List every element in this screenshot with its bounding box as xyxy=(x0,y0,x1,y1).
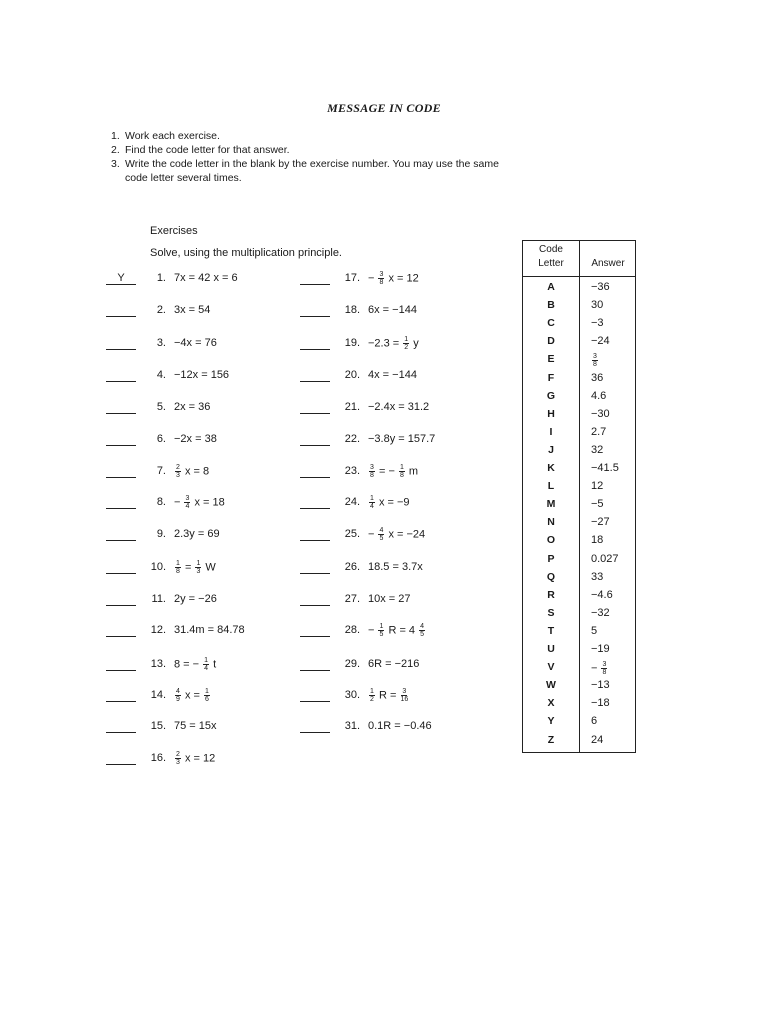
fraction-denominator: 5 xyxy=(379,630,384,638)
answer-blank[interactable] xyxy=(106,624,136,637)
exercise-row xyxy=(106,399,210,415)
code-letter: A xyxy=(547,281,555,293)
code-row xyxy=(523,571,635,589)
exercise-row xyxy=(300,399,429,415)
table-divider xyxy=(523,276,635,277)
exercise-row xyxy=(106,367,229,383)
exercise-number: 24. xyxy=(344,496,360,508)
exercise-number: 23. xyxy=(344,465,360,477)
exercise-row xyxy=(106,750,215,766)
exercise-row xyxy=(300,270,419,286)
answer-blank[interactable] xyxy=(300,561,330,574)
exercise-number: 15. xyxy=(150,720,166,732)
fraction-denominator: 16 xyxy=(400,695,409,703)
code-letter-header xyxy=(523,243,579,271)
fraction-numerator: 1 xyxy=(379,622,384,630)
code-row xyxy=(523,697,635,715)
exercise-equation: $\frac{2}{3}$ x = 8 xyxy=(176,463,210,479)
answer-blank[interactable] xyxy=(106,496,136,509)
exercise-equation: 6x = −144 xyxy=(368,304,417,316)
answer-blank[interactable] xyxy=(300,689,330,702)
exercise-row xyxy=(300,335,419,351)
exercise-equation: $\frac{1}{2}$ R = $\frac{3}{16}$ xyxy=(370,687,409,703)
code-answer: −5 xyxy=(591,498,604,511)
exercise-equation: 7x = 42 x = 6 xyxy=(174,272,238,284)
fraction-numerator: 1 xyxy=(370,687,374,695)
fraction xyxy=(195,560,201,575)
code-letter: N xyxy=(547,516,555,529)
code-letter: T xyxy=(547,624,555,637)
code-letter: L xyxy=(547,480,555,493)
code-answer: 12 xyxy=(591,480,604,493)
exercise-equation: $\frac{4}{9}$ x = $\frac{1}{6}$ xyxy=(176,687,209,703)
instruction-text: code letter several times. xyxy=(125,172,242,184)
fraction-denominator: 8 xyxy=(593,361,597,369)
exercise-row xyxy=(106,656,216,672)
answer-blank[interactable] xyxy=(106,401,136,414)
code-answer: −36 xyxy=(591,281,610,293)
exercise-number: 17. xyxy=(344,272,360,284)
exercise-equation: 10x = 27 xyxy=(368,593,411,605)
fraction-denominator: 2 xyxy=(370,695,374,703)
instruction-number: 3. xyxy=(111,158,120,170)
code-answer: 2.7 xyxy=(591,425,607,438)
answer-blank[interactable] xyxy=(106,658,136,671)
exercise-equation: −2.3 = $\frac{1}{2}$ y xyxy=(368,335,419,351)
fraction xyxy=(203,657,209,672)
exercise-row xyxy=(300,526,425,542)
exercise-equation: $\frac{3}{8}$ = − $\frac{1}{8}$ m xyxy=(370,463,419,479)
code-row xyxy=(523,462,635,480)
instruction-text: Find the code letter for that answer. xyxy=(125,144,290,156)
exercise-equation: −2x = 38 xyxy=(174,433,217,445)
instruction-number xyxy=(111,171,125,185)
code-answer: − $\frac{3}{8}$ xyxy=(591,661,607,677)
fraction-numerator: 3 xyxy=(379,270,384,278)
instruction-item xyxy=(111,129,551,143)
answer-blank[interactable] xyxy=(300,720,330,733)
exercise-row xyxy=(106,718,217,734)
exercise-row xyxy=(106,622,245,638)
fraction-denominator: 5 xyxy=(379,534,384,542)
answer-blank[interactable] xyxy=(300,272,330,285)
instruction-text: Work each exercise. xyxy=(125,130,220,142)
exercises-subheading: Solve, using the multiplication principle. xyxy=(150,247,342,259)
exercise-row xyxy=(300,463,418,479)
fraction-denominator: 5 xyxy=(420,630,425,638)
fraction xyxy=(378,623,384,638)
instruction-text: Write the code letter in the blank by the exercise number. You may use the same xyxy=(125,158,499,170)
exercise-number: 27. xyxy=(344,593,360,605)
exercise-number: 16. xyxy=(150,752,166,764)
exercise-equation: −4x = 76 xyxy=(174,337,217,349)
fraction xyxy=(175,751,181,766)
code-answer: 24 xyxy=(591,733,604,746)
exercise-row xyxy=(106,463,209,479)
exercise-equation: −12x = 156 xyxy=(174,369,230,381)
code-answer: −27 xyxy=(591,516,610,529)
code-letter: K xyxy=(547,462,555,474)
exercise-number: 28. xyxy=(344,624,360,636)
answer-blank[interactable] xyxy=(300,658,330,671)
code-answer: 6 xyxy=(591,715,598,728)
answer-blank[interactable] xyxy=(106,337,136,350)
answer-blank[interactable] xyxy=(106,720,136,733)
fraction-numerator: 4 xyxy=(176,687,180,695)
exercise-equation: 2y = −26 xyxy=(174,593,217,605)
fraction xyxy=(369,464,375,479)
fraction-denominator: 8 xyxy=(379,278,384,286)
fraction xyxy=(592,353,598,368)
code-answer: 18 xyxy=(591,534,604,547)
code-row xyxy=(523,299,635,317)
exercise-row xyxy=(300,656,419,672)
fraction xyxy=(403,336,409,351)
fraction-denominator: 4 xyxy=(185,502,190,510)
fraction-numerator: 1 xyxy=(176,559,180,567)
code-answer: −41.5 xyxy=(591,462,619,474)
exercise-equation: 2.3y = 69 xyxy=(174,528,220,540)
code-answer: −32 xyxy=(591,606,610,619)
code-row xyxy=(523,480,635,498)
exercise-number: 29. xyxy=(344,658,360,670)
instruction-item xyxy=(111,157,551,171)
exercise-equation: 2x = 36 xyxy=(174,401,211,413)
exercise-row xyxy=(300,559,423,575)
exercise-equation: −3.8y = 157.7 xyxy=(368,433,436,445)
fraction xyxy=(400,688,408,703)
exercise-equation: − $\frac{3}{8}$ x = 12 xyxy=(368,270,419,286)
answer-blank[interactable] xyxy=(300,337,330,350)
fraction xyxy=(175,464,181,479)
exercise-row xyxy=(300,622,426,638)
code-letter: B xyxy=(547,299,555,312)
exercise-equation: 75 = 15x xyxy=(174,720,217,732)
exercise-number: 31. xyxy=(344,720,360,732)
fraction-denominator: 3 xyxy=(196,567,201,575)
code-letter: O xyxy=(546,534,556,547)
exercise-number: 9. xyxy=(156,528,166,540)
fraction-numerator: 2 xyxy=(176,463,180,471)
code-letter: X xyxy=(547,697,555,710)
fraction xyxy=(184,495,190,510)
exercise-number: 14. xyxy=(150,689,166,701)
code-table xyxy=(522,240,636,753)
fraction-denominator: 6 xyxy=(205,695,209,703)
code-answer: 32 xyxy=(591,443,604,456)
code-letter: Y xyxy=(547,715,555,728)
code-answer: −18 xyxy=(591,697,610,710)
code-letter: M xyxy=(546,498,556,511)
exercise-number: 1. xyxy=(156,272,166,284)
exercise-row xyxy=(106,270,238,286)
exercise-equation: − $\frac{1}{5}$ R = 4 $\frac{4}{5}$ xyxy=(368,622,425,638)
exercise-number: 3. xyxy=(156,337,166,349)
fraction-numerator: 1 xyxy=(196,559,201,567)
code-row xyxy=(523,553,635,571)
exercise-row xyxy=(106,559,216,575)
code-answer: −24 xyxy=(591,335,610,348)
fraction-numerator: 1 xyxy=(370,494,374,502)
header-line: Letter xyxy=(538,258,564,269)
fraction-numerator: 3 xyxy=(402,687,407,695)
fraction-denominator: 8 xyxy=(602,669,607,677)
answer-blank[interactable] xyxy=(300,433,330,446)
code-row xyxy=(523,408,635,426)
answer-blank[interactable] xyxy=(106,369,136,382)
exercise-number: 4. xyxy=(156,369,166,381)
exercise-row xyxy=(300,431,435,447)
code-answer: −30 xyxy=(591,407,610,420)
code-letter: J xyxy=(548,443,554,456)
code-answer: −4.6 xyxy=(591,588,613,601)
code-row xyxy=(523,498,635,516)
exercise-number: 20. xyxy=(344,369,360,381)
answer-blank[interactable] xyxy=(300,496,330,509)
header-line: Code xyxy=(539,244,563,255)
exercise-number: 8. xyxy=(156,496,166,508)
code-letter: V xyxy=(547,661,555,674)
exercise-equation: − $\frac{3}{4}$ x = 18 xyxy=(174,494,225,510)
exercise-row xyxy=(300,367,417,383)
code-letter: U xyxy=(547,643,555,655)
fraction xyxy=(399,464,405,479)
code-row xyxy=(523,281,635,299)
instruction-number: 2. xyxy=(111,144,120,156)
exercise-equation: $\frac{2}{3}$ x = 12 xyxy=(176,750,216,766)
fraction xyxy=(369,495,375,510)
instruction-item xyxy=(111,171,551,185)
answer-blank[interactable] xyxy=(300,401,330,414)
code-answer: 0.027 xyxy=(591,552,619,565)
fraction-numerator: 3 xyxy=(185,494,190,502)
code-row xyxy=(523,426,635,444)
fraction xyxy=(419,623,425,638)
exercise-equation: 0.1R = −0.46 xyxy=(368,720,432,732)
exercise-row xyxy=(106,526,220,542)
code-letter: F xyxy=(547,371,555,384)
code-row xyxy=(523,661,635,679)
code-row xyxy=(523,643,635,661)
answer-blank[interactable] xyxy=(106,528,136,541)
code-letter: I xyxy=(549,425,553,438)
code-answer xyxy=(591,353,599,368)
exercise-number: 19. xyxy=(344,337,360,349)
exercise-number: 30. xyxy=(344,689,360,701)
exercise-number: 22. xyxy=(344,433,360,445)
page-title: MESSAGE IN CODE xyxy=(327,101,441,115)
code-answer: 36 xyxy=(591,371,604,384)
code-letter: Z xyxy=(547,733,555,746)
exercise-equation: 8 = − $\frac{1}{4}$ t xyxy=(174,656,217,672)
code-row xyxy=(523,625,635,643)
answer-blank[interactable] xyxy=(300,624,330,637)
exercise-number: 5. xyxy=(156,401,166,413)
code-row xyxy=(523,353,635,371)
fraction-denominator: 3 xyxy=(176,758,180,766)
fraction-numerator: 3 xyxy=(593,353,597,361)
fraction-numerator: 1 xyxy=(399,463,404,471)
code-row xyxy=(523,715,635,733)
fraction-numerator: 3 xyxy=(370,463,374,471)
exercise-number: 18. xyxy=(344,304,360,316)
code-answer: 33 xyxy=(591,570,604,583)
answer-blank[interactable] xyxy=(106,593,136,606)
exercise-equation: − $\frac{4}{5}$ x = −24 xyxy=(368,526,426,542)
code-row xyxy=(523,679,635,697)
code-row xyxy=(523,335,635,353)
exercise-number: 10. xyxy=(150,561,166,573)
exercise-equation: −2.4x = 31.2 xyxy=(368,401,430,413)
code-row xyxy=(523,607,635,625)
exercise-equation: 18.5 = 3.7x xyxy=(368,561,423,573)
fraction-denominator: 3 xyxy=(176,471,180,479)
exercise-number: 11. xyxy=(151,593,166,605)
exercise-row xyxy=(300,302,417,318)
code-row xyxy=(523,372,635,390)
fraction-numerator: 4 xyxy=(379,526,384,534)
fraction xyxy=(175,560,181,575)
exercise-row xyxy=(106,335,217,351)
exercises-heading: Exercises xyxy=(150,225,198,237)
answer-blank[interactable] xyxy=(106,752,136,765)
fraction-denominator: 9 xyxy=(176,695,180,703)
answer-blank[interactable] xyxy=(300,465,330,478)
answer-blank[interactable] xyxy=(300,369,330,382)
fraction-denominator: 4 xyxy=(370,502,374,510)
fraction-numerator: 4 xyxy=(420,622,425,630)
fraction xyxy=(175,688,181,703)
instructions xyxy=(111,129,551,185)
code-letter: H xyxy=(547,407,555,420)
fraction xyxy=(204,688,210,703)
fraction xyxy=(601,661,607,676)
code-answer: −19 xyxy=(591,643,610,655)
fraction xyxy=(378,527,384,542)
fraction-denominator: 2 xyxy=(404,343,409,351)
instruction-item xyxy=(111,143,551,157)
exercise-row xyxy=(106,494,225,510)
code-answer: 30 xyxy=(591,299,604,312)
exercise-number: 2. xyxy=(156,304,166,316)
code-row xyxy=(523,534,635,552)
exercise-equation: 6R = −216 xyxy=(368,658,420,670)
code-answer: 4.6 xyxy=(591,389,607,402)
fraction-denominator: 8 xyxy=(399,471,404,479)
fraction-denominator: 4 xyxy=(204,664,209,672)
exercise-number: 12. xyxy=(150,624,166,636)
code-answer: −3 xyxy=(591,317,604,330)
code-letter: C xyxy=(547,317,555,330)
exercise-equation: $\frac{1}{8}$ = $\frac{1}{3}$ W xyxy=(176,559,216,575)
exercise-equation: $\frac{1}{4}$ x = −9 xyxy=(370,494,410,510)
exercise-row xyxy=(106,687,211,703)
code-letter: E xyxy=(547,353,555,366)
exercise-equation: 31.4m = 84.78 xyxy=(174,624,245,636)
exercise-row xyxy=(106,431,217,447)
code-letter: S xyxy=(547,606,555,619)
answer-blank[interactable] xyxy=(300,304,330,317)
code-row xyxy=(523,444,635,462)
fraction-numerator: 1 xyxy=(404,335,409,343)
code-row xyxy=(523,734,635,752)
code-row xyxy=(523,589,635,607)
answer-blank[interactable]: Y xyxy=(106,272,136,285)
exercise-row xyxy=(106,302,210,318)
fraction xyxy=(369,688,375,703)
code-letter: W xyxy=(546,679,556,692)
exercise-number: 26. xyxy=(344,561,360,573)
fraction-numerator: 1 xyxy=(204,656,209,664)
exercise-number: 13. xyxy=(150,658,166,670)
exercise-number: 25. xyxy=(344,528,360,540)
answer-blank[interactable] xyxy=(106,465,136,478)
answer-blank[interactable] xyxy=(300,593,330,606)
answer-blank[interactable] xyxy=(106,433,136,446)
code-letter: Q xyxy=(546,570,556,583)
code-letter: D xyxy=(547,335,555,348)
exercise-row xyxy=(300,494,410,510)
code-row xyxy=(523,390,635,408)
code-letter: G xyxy=(546,389,556,402)
exercise-equation: 3x = 54 xyxy=(174,304,211,316)
answer-blank[interactable] xyxy=(106,561,136,574)
exercise-row xyxy=(300,718,432,734)
answer-blank[interactable] xyxy=(300,528,330,541)
fraction-denominator: 8 xyxy=(370,471,374,479)
exercise-row xyxy=(300,591,411,607)
code-letter: P xyxy=(547,552,555,565)
fraction-denominator: 8 xyxy=(176,567,180,575)
code-row xyxy=(523,317,635,335)
answer-blank[interactable] xyxy=(106,304,136,317)
exercise-number: 7. xyxy=(156,465,166,477)
fraction xyxy=(378,271,384,286)
exercise-number: 21. xyxy=(344,401,360,413)
exercise-row xyxy=(106,591,217,607)
answer-header: Answer xyxy=(591,258,625,269)
fraction-numerator: 3 xyxy=(602,661,607,669)
code-answer: −13 xyxy=(591,679,610,692)
code-row xyxy=(523,516,635,534)
code-answer: 5 xyxy=(591,624,598,637)
fraction-numerator: 2 xyxy=(176,750,180,758)
fraction-numerator: 1 xyxy=(205,687,209,695)
exercise-number: 6. xyxy=(156,433,166,445)
instruction-number: 1. xyxy=(111,130,120,142)
exercise-row xyxy=(300,687,409,703)
exercise-equation: 4x = −144 xyxy=(368,369,417,381)
answer-blank[interactable] xyxy=(106,689,136,702)
code-letter: R xyxy=(547,588,555,601)
